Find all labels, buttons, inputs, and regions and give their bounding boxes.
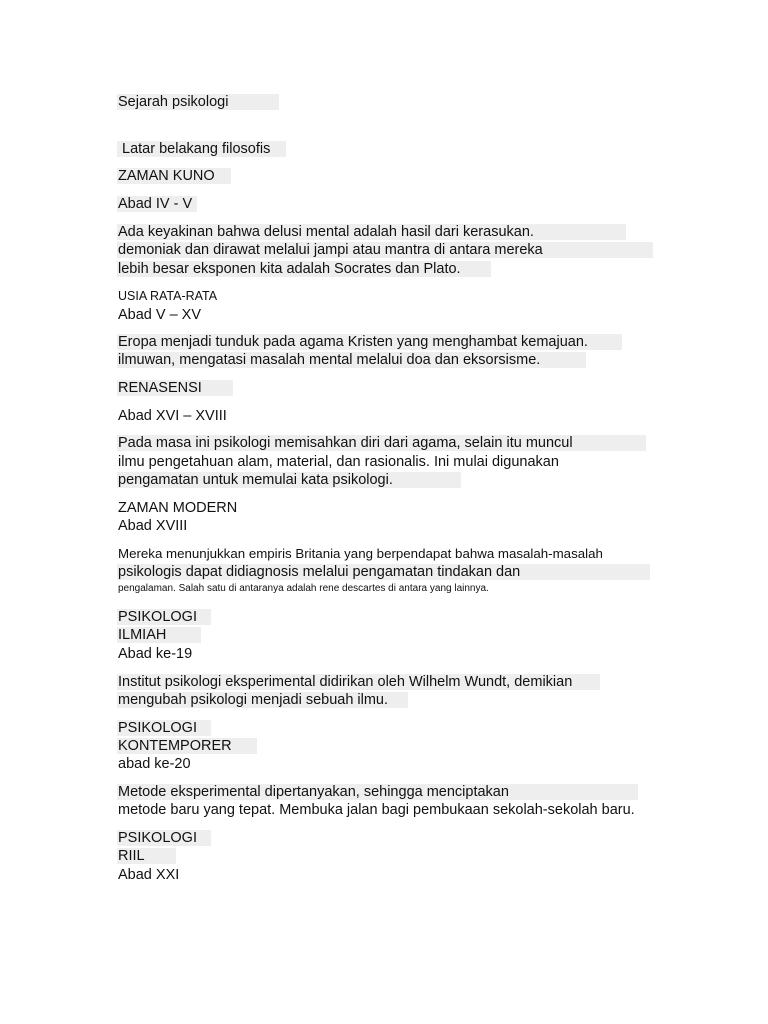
paragraph-line: Eropa menjadi tunduk pada agama Kristen yang menghambat kemajuan.: [118, 334, 588, 350]
section-heading: KONTEMPORER: [118, 738, 232, 754]
section-heading: USIA RATA-RATA: [118, 289, 218, 303]
paragraph-line: Pada masa ini psikologi memisahkan diri dari agama, selain itu muncul: [118, 435, 573, 451]
section-heading: ZAMAN MODERN: [118, 500, 238, 516]
paragraph-line: psikologis dapat didiagnosis melalui pengamatan tindakan dan: [118, 564, 521, 580]
section-heading: RIIL: [118, 848, 145, 864]
paragraph-line: pengamatan untuk memulai kata psikologi.: [118, 472, 393, 488]
section-period: Abad XXI: [118, 867, 180, 883]
section-heading: ZAMAN KUNO: [118, 168, 215, 184]
section-heading: PSIKOLOGI: [118, 720, 197, 736]
document-title: Sejarah psikologi: [118, 94, 229, 110]
paragraph-line: ilmuwan, mengatasi masalah mental melalui doa dan eksorsisme.: [118, 352, 541, 368]
section-period: Abad XVI – XVIII: [118, 408, 227, 424]
section-period: Abad V – XV: [118, 307, 202, 323]
paragraph-line: metode baru yang tepat. Membuka jalan bagi pembukaan sekolah-sekolah baru.: [118, 802, 635, 818]
section-period: Abad IV - V: [118, 196, 193, 212]
paragraph-line: ilmu pengetahuan alam, material, dan rasionalis. Ini mulai digunakan: [118, 454, 559, 470]
section-period: Abad XVIII: [118, 518, 188, 534]
paragraph-line: Metode eksperimental dipertanyakan, sehingga menciptakan: [118, 784, 509, 800]
paragraph-line: Mereka menunjukkan empiris Britania yang berpendapat bahwa masalah-masalah: [118, 546, 603, 561]
paragraph-line: lebih besar eksponen kita adalah Socrates dan Plato.: [118, 261, 461, 277]
document-subtitle: Latar belakang filosofis: [118, 141, 271, 157]
paragraph-line: Ada keyakinan bahwa delusi mental adalah hasil dari kerasukan.: [118, 224, 534, 240]
section-heading: PSIKOLOGI: [118, 830, 197, 846]
section-period: abad ke-20: [118, 756, 191, 772]
paragraph-line: demoniak dan dirawat melalui jampi atau mantra di antara mereka: [118, 242, 543, 258]
paragraph-line: pengalaman. Salah satu di antaranya adalah rene descartes di antara yang lainnya.: [118, 583, 489, 594]
section-heading: ILMIAH: [118, 627, 167, 643]
paragraph-line: mengubah psikologi menjadi sebuah ilmu.: [118, 692, 389, 708]
paragraph-line: Institut psikologi eksperimental didirikan oleh Wilhelm Wundt, demikian: [118, 674, 573, 690]
section-heading: RENASENSI: [118, 380, 202, 396]
section-period: Abad ke-19: [118, 646, 193, 662]
section-heading: PSIKOLOGI: [118, 609, 197, 625]
